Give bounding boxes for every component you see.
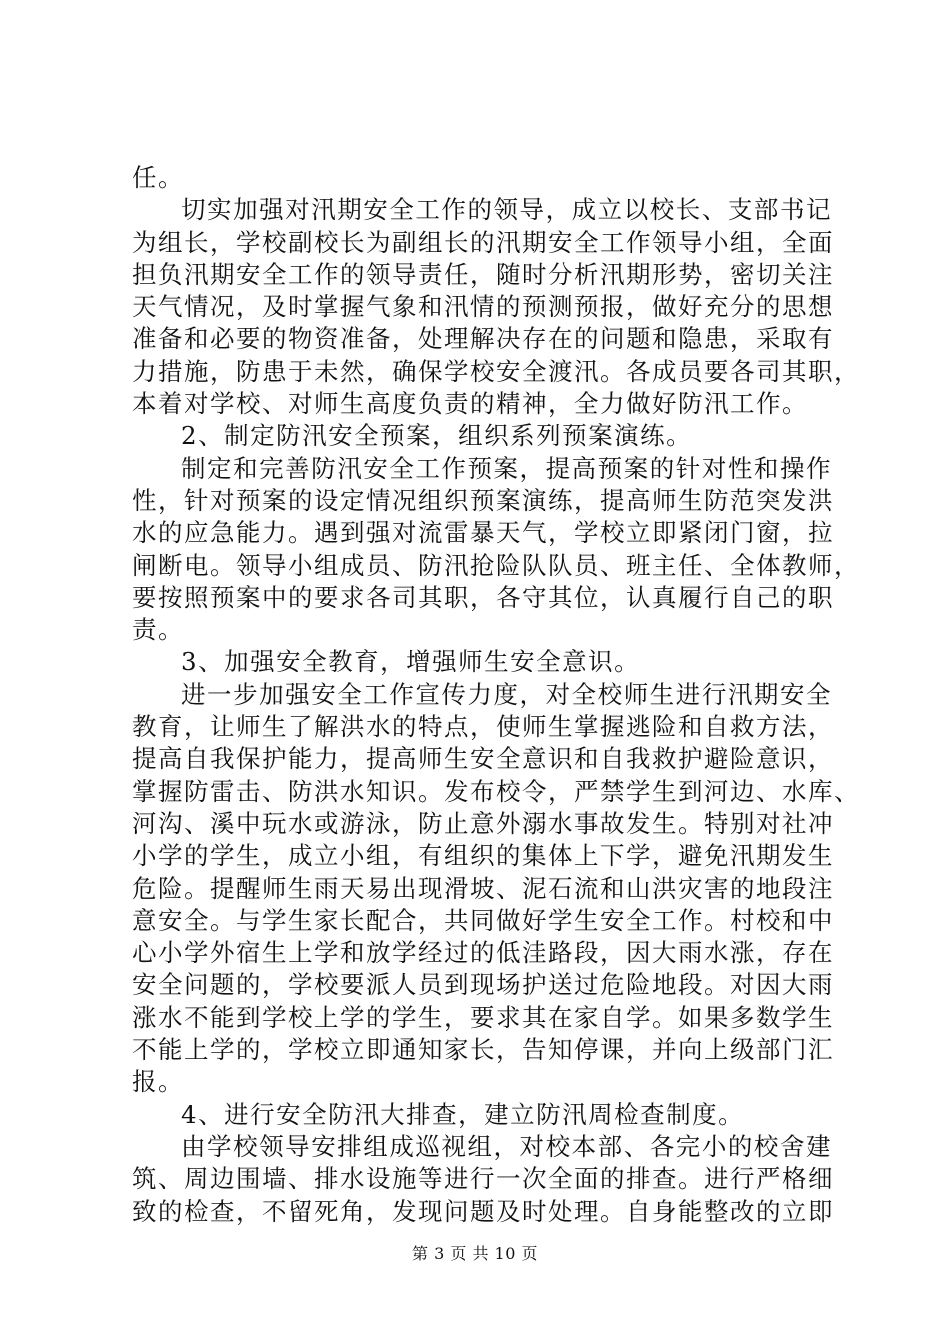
text-line: 小学的学生，成立小组，有组织的集体上下学，避免汛期发生 — [132, 841, 834, 871]
text-line: 涨水不能到学校上学的学生，要求其在家自学。如果多数学生 — [132, 1002, 834, 1032]
page-footer: 第 3 页 共 10 页 — [412, 1244, 538, 1263]
text-line: 天气情况，及时掌握气象和汛情的预测预报，做好充分的思想 — [132, 292, 834, 322]
text-line: 教育，让师生了解洪水的特点，使师生掌握逃险和自救方法， — [132, 712, 834, 742]
text-line: 筑、周边围墙、排水设施等进行一次全面的排查。进行严格细 — [132, 1164, 834, 1194]
paragraph-start-line: 切实加强对汛期安全工作的领导，成立以校长、支部书记 — [181, 195, 832, 225]
body-text — [132, 162, 860, 1228]
paragraph-start-line: 进一步加强安全工作宣传力度，对全校师生进行汛期安全 — [181, 679, 832, 709]
text-line: 本着对学校、对师生高度负责的精神，全力做好防汛工作。 — [132, 389, 808, 419]
text-line: 性，针对预案的设定情况组织预案演练，提高师生防范突发洪 — [132, 485, 834, 515]
text-line: 河沟、溪中玩水或游泳，防止意外溺水事故发生。特别对社冲 — [132, 808, 834, 838]
text-line: 安全问题的，学校要派人员到现场护送过危险地段。对因大雨 — [132, 970, 834, 1000]
text-line: 责。 — [132, 615, 184, 645]
text-line: 意安全。与学生家长配合，共同做好学生安全工作。村校和中 — [132, 905, 834, 935]
text-line: 担负汛期安全工作的领导责任，随时分析汛期形势，密切关注 — [132, 259, 834, 289]
text-line: 力措施，防患于未然，确保学校安全渡汛。各成员要各司其职， — [132, 356, 860, 386]
text-line: 提高自我保护能力，提高师生安全意识和自我救护避险意识， — [132, 744, 834, 774]
text-line: 准备和必要的物资准备，处理解决存在的问题和隐患，采取有 — [132, 324, 834, 354]
text-line: 任。 — [132, 163, 184, 192]
section-heading: 3、加强安全教育，增强师生安全意识。 — [181, 647, 641, 677]
paragraph-start-line: 制定和完善防汛安全工作预案，提高预案的针对性和操作 — [181, 453, 832, 483]
text-line: 致的检查，不留死角，发现问题及时处理。自身能整改的立即 — [132, 1196, 834, 1226]
section-heading: 2、制定防汛安全预案，组织系列预案演练。 — [181, 421, 693, 451]
section-heading: 4、进行安全防汛大排查，建立防汛周检查制度。 — [181, 1099, 745, 1129]
text-line: 危险。提醒师生雨天易出现滑坡、泥石流和山洪灾害的地段注 — [132, 873, 834, 903]
text-line: 心小学外宿生上学和放学经过的低洼路段，因大雨水涨，存在 — [132, 938, 834, 968]
paragraph-start-line: 由学校领导安排组成巡视组，对校本部、各完小的校舍建 — [181, 1131, 832, 1161]
text-line: 报。 — [132, 1067, 184, 1097]
text-line: 水的应急能力。遇到强对流雷暴天气，学校立即紧闭门窗，拉 — [132, 518, 834, 548]
text-line: 要按照预案中的要求各司其职，各守其位，认真履行自己的职 — [132, 582, 834, 612]
text-line: 闸断电。领导小组成员、防汛抢险队队员、班主任、全体教师， — [132, 550, 860, 580]
text-line: 为组长，学校副校长为副组长的汛期安全工作领导小组，全面 — [132, 227, 834, 257]
text-line: 掌握防雷击、防洪水知识。发布校令，严禁学生到河边、水库、 — [132, 776, 860, 806]
text-line: 不能上学的，学校立即通知家长，告知停课，并向上级部门汇 — [132, 1035, 834, 1065]
